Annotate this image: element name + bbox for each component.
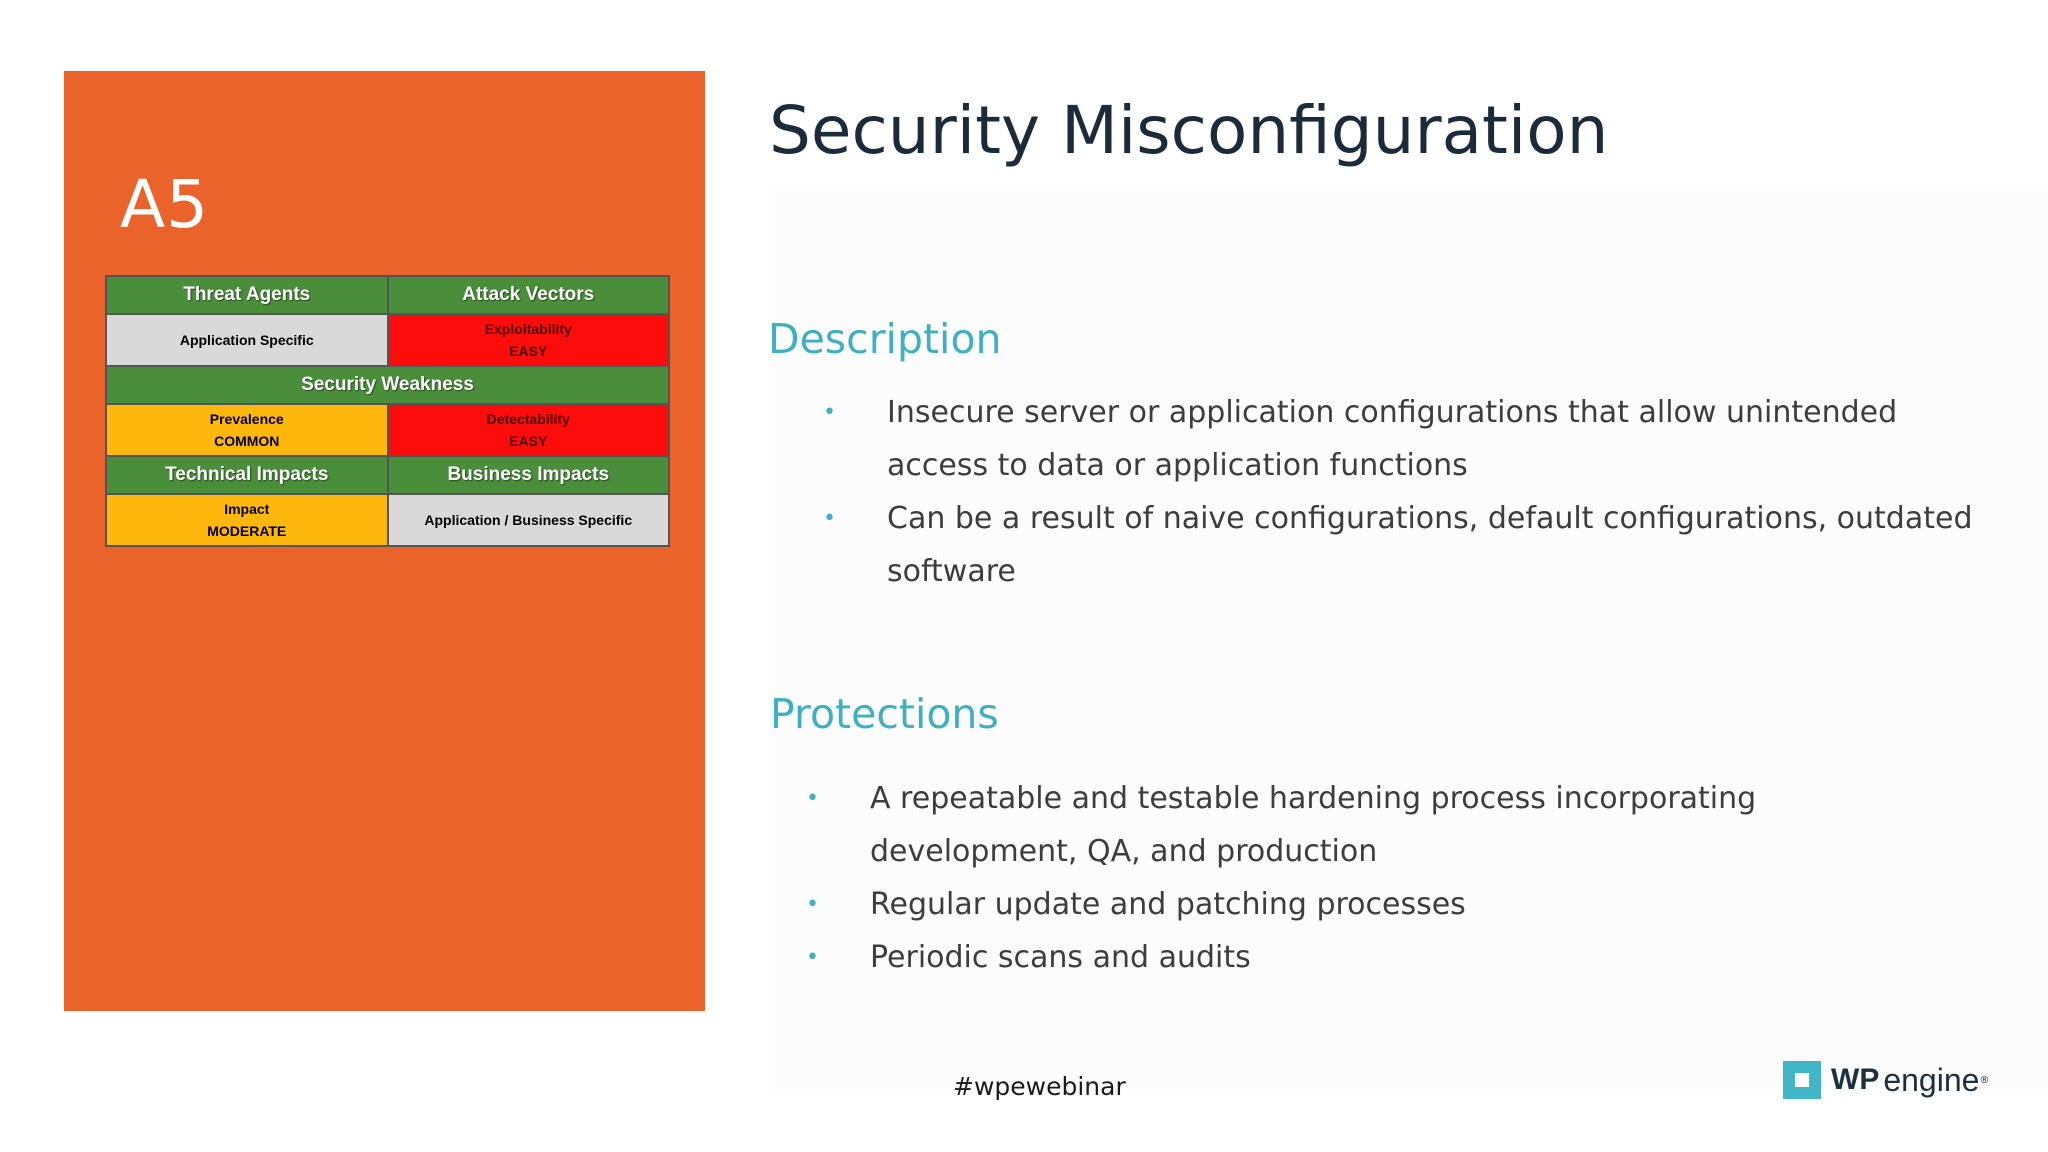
bullet-icon: • [806,945,819,970]
risk-rating-table [105,275,670,547]
list-item [823,386,1997,492]
bullet-icon: • [806,786,819,811]
detectability-label: Detectability [486,411,570,427]
slide-title: Security Misconfiguration [769,92,1609,169]
description-item-text: Insecure server or application configurations that allow unintended access to data or application functions [887,395,1898,483]
exploitability-label: Exploitability [484,321,572,337]
description-list [823,386,1997,598]
list-item [806,878,1970,931]
bullet-icon: • [823,506,836,531]
protections-item-text: A repeatable and testable hardening process incorporating development, QA, and production [870,781,1757,869]
impact-value: MODERATE [207,523,287,539]
attack-vectors-header: Attack Vectors [388,276,670,314]
security-weakness-header: Security Weakness [106,366,669,404]
application-specific-text: Application Specific [179,332,314,348]
prevalence-cell [106,404,388,456]
business-impacts-value [388,494,670,546]
protections-list [806,772,1970,984]
wpengine-logo [1783,1060,1989,1100]
list-item [806,931,1970,984]
prevalence-label: Prevalence [209,411,284,427]
risk-code: A5 [120,166,210,243]
business-impacts-header: Business Impacts [388,456,670,494]
protections-item-text: Periodic scans and audits [870,940,1251,975]
prevalence-value: COMMON [214,433,280,449]
exploitability-value: EASY [509,343,548,359]
description-heading: Description [768,315,1002,363]
protections-item-text: Regular update and patching processes [870,887,1466,922]
detectability-cell [388,404,670,456]
description-item-text: Can be a result of naive configurations, default configurations, outdated software [887,501,1973,589]
logo-registered-mark: ® [1979,1074,1990,1086]
threat-agents-header: Threat Agents [106,276,388,314]
hashtag: #wpewebinar [953,1072,1126,1101]
bullet-icon: • [806,892,819,917]
business-specific-text: Application / Business Specific [424,512,633,528]
logo-wp-text: WP [1831,1063,1880,1096]
exploitability-cell [388,314,670,366]
detectability-value: EASY [509,433,548,449]
threat-agents-value [106,314,388,366]
technical-impacts-header: Technical Impacts [106,456,388,494]
impact-cell [106,494,388,546]
risk-panel [64,71,705,1011]
wpengine-mark-icon [1783,1061,1821,1099]
bullet-icon: • [823,400,836,425]
logo-engine-text: engine [1883,1061,1980,1098]
impact-label: Impact [224,501,270,517]
list-item [823,492,1997,598]
list-item [806,772,1970,878]
protections-heading: Protections [770,690,999,738]
